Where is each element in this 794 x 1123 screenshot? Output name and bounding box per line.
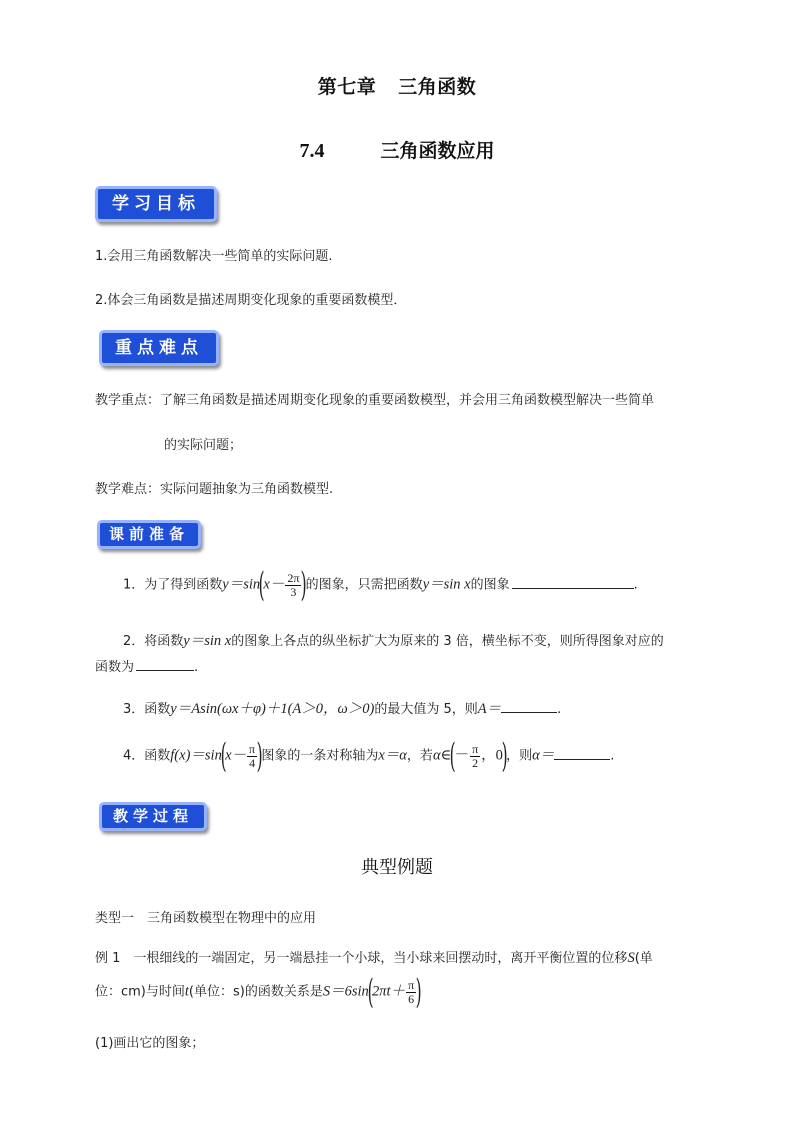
q1-answer-blank[interactable] (512, 576, 634, 589)
prep-question-2-line-1 (123, 629, 664, 650)
q4-interval-left-paren: ( (449, 736, 456, 776)
chapter-label: 第七章 (317, 76, 377, 98)
q1-right-paren: ) (301, 565, 308, 605)
q1-frac-num: 2π (287, 570, 300, 585)
q1-frac-den: 3 (290, 584, 297, 599)
q1-function-2: y＝sin x (422, 576, 471, 593)
prep-question-3 (123, 697, 561, 718)
q1-mid: 的图象，只需把函数 (305, 577, 423, 593)
example-1-unit: (单 (634, 951, 653, 966)
q4-mid-2: ，若 (406, 748, 433, 764)
q4-interval-right-paren: ) (501, 736, 508, 776)
chapter-heading (0, 72, 794, 99)
q4-mid: 图象的一条对称轴为 (261, 748, 379, 764)
q4-function: f(x)＝sin (170, 747, 222, 764)
q3-prefix: 3．函数 (123, 702, 171, 717)
q4-then: ，则 (506, 748, 533, 764)
q1-inner: x－ (263, 576, 285, 593)
example-1-line-2 (95, 972, 422, 1012)
example-1-frac-den: 6 (408, 991, 415, 1006)
section-number: 7.4 (299, 140, 325, 162)
q1-left-paren: ( (258, 565, 265, 605)
q3-mid: 的最大值为 5，则 (374, 702, 478, 717)
q4-left-paren: ( (220, 736, 227, 776)
q4-variable: α＝ (532, 747, 555, 764)
section-heading (0, 136, 794, 163)
q2-end: . (194, 660, 199, 675)
difficulty-label: 教学难点： (95, 482, 161, 497)
example-1-variable-s: S (627, 950, 635, 966)
q4-frac2-num: π (472, 741, 479, 756)
example-1-line-1 (95, 947, 653, 967)
focus-text: 了解三角函数是描述周期变化现象的重要函数模型，并会用三角函数模型解决一些简单 (160, 393, 655, 408)
q1-prefix: 1．为了得到函数 (123, 577, 223, 593)
example-1-function: S＝6sin (322, 983, 369, 1000)
focus-text-continued: 的实际问题； (164, 438, 243, 453)
example-1-variable-t: t (184, 983, 189, 1000)
q4-frac-den: 4 (249, 755, 256, 770)
focus-label: 教学重点： (95, 393, 161, 408)
q4-frac-num: π (249, 741, 256, 756)
q4-zero: ，0 (481, 747, 503, 764)
process-badge: 教学过程 (99, 802, 207, 831)
q4-inner: x－ (225, 747, 247, 764)
q4-axis: x＝α (378, 747, 407, 764)
example-1-label: 例 1 (95, 951, 121, 966)
difficulty-text: 实际问题抽象为三角函数模型. (160, 482, 334, 497)
key-points-badge: 重点难点 (99, 330, 219, 366)
q1-end: . (633, 577, 638, 593)
q4-answer-blank[interactable] (554, 747, 610, 760)
q2-prefix: 2．将函数 (123, 634, 184, 649)
example-1-line-2-text: 位：cm)与时间 (95, 984, 185, 1000)
type-1-heading: 类型一 三角函数模型在物理中的应用 (95, 911, 317, 926)
q2-rest: 的图象上各点的纵坐标扩大为原来的 3 倍，横坐标不变，则所得图象对应的 (231, 634, 664, 649)
prep-question-4 (123, 736, 615, 776)
q1-function: y＝sin (222, 576, 261, 593)
section-title: 三角函数应用 (380, 140, 495, 162)
example-1-text: 一根细线的一端固定，另一端悬挂一个小球，当小球来回摆动时，离开平衡位置的位移 (133, 951, 628, 966)
objective-1: 1.会用三角函数解决一些简单的实际问题. (95, 249, 333, 264)
q4-prefix: 4．函数 (123, 748, 171, 764)
q3-function: y＝Asin(ωx＋φ)＋1(A＞0，ω＞0) (170, 701, 375, 717)
difficulty-line (95, 478, 333, 497)
example-1-line-2-text-b: (单位：s)的函数关系是 (188, 984, 323, 1000)
q4-end: . (610, 748, 615, 764)
example-1-inner: 2πt＋ (372, 983, 406, 1000)
q1-fraction (285, 572, 301, 599)
q3-end: . (557, 702, 562, 717)
example-1-right-paren: ) (415, 972, 422, 1012)
q2-answer-blank[interactable] (136, 658, 194, 671)
objective-2: 2.体会三角函数是描述周期变化现象的重要函数模型． (95, 293, 407, 308)
q4-frac2-den: 2 (472, 755, 479, 770)
example-1-frac-num: π (408, 977, 415, 992)
q4-fraction-2 (470, 743, 480, 770)
prep-question-2-line-2 (95, 656, 198, 675)
objectives-badge: 学习目标 (95, 186, 217, 222)
q4-fraction (247, 743, 257, 770)
q2-line-2: 函数为 (95, 660, 135, 675)
example-1-fraction (406, 979, 416, 1006)
q4-in: α∈ (432, 747, 452, 764)
example-1-question-1: (1)画出它的图象； (95, 1036, 205, 1051)
preparation-badge: 课前准备 (97, 520, 201, 549)
focus-line (95, 389, 654, 408)
prep-question-1 (123, 565, 638, 605)
q1-suffix: 的图象 (470, 577, 510, 593)
chapter-title: 三角函数 (398, 76, 477, 98)
typical-examples-title: 典型例题 (361, 857, 433, 878)
q4-right-paren: ) (256, 736, 263, 776)
q4-negative: － (454, 747, 470, 764)
example-1-left-paren: ( (367, 972, 374, 1012)
q3-variable: A＝ (477, 701, 502, 717)
q3-answer-blank[interactable] (501, 700, 557, 713)
q2-function: y＝sin x (183, 633, 232, 649)
